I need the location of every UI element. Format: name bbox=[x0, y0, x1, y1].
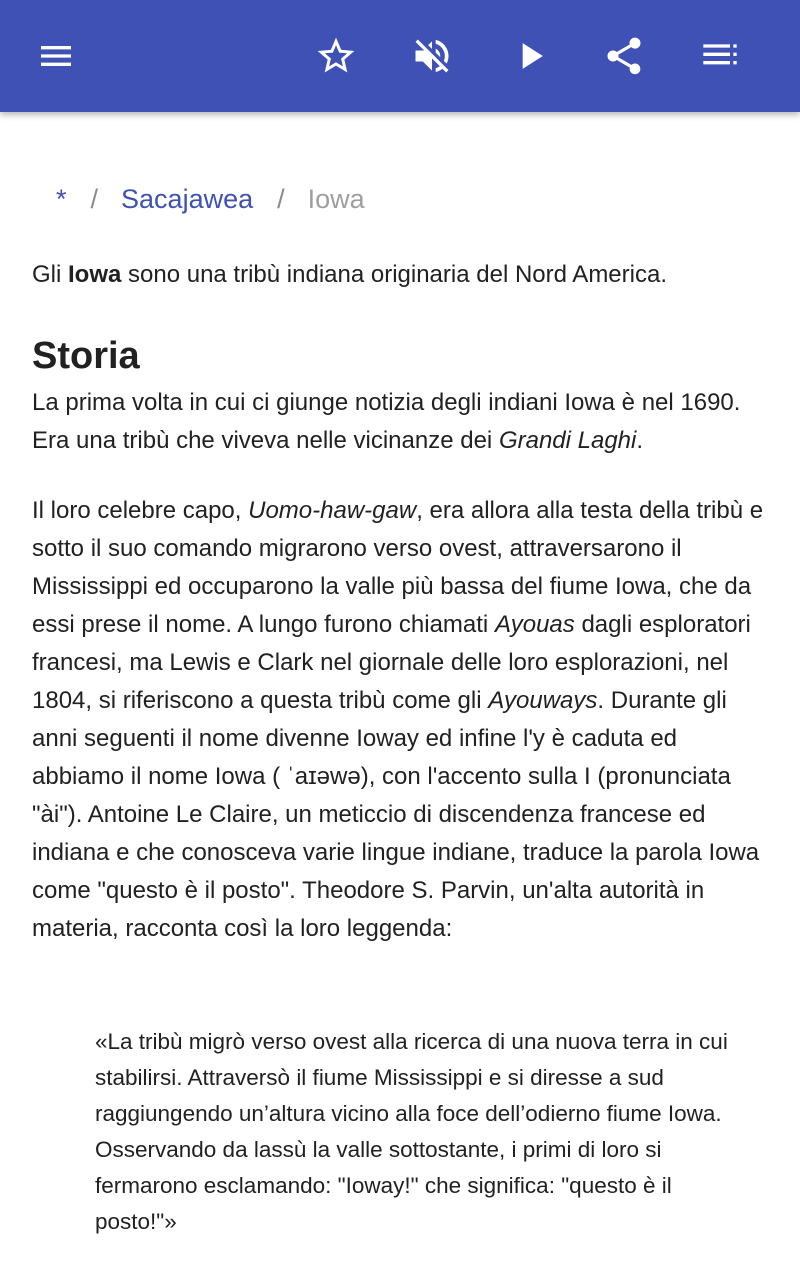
breadcrumb-parent-link[interactable]: Sacajawea bbox=[121, 184, 254, 214]
paragraph-1 bbox=[32, 384, 768, 460]
play-icon bbox=[508, 34, 552, 78]
breadcrumb-separator: / bbox=[277, 184, 285, 214]
paragraph-text: , era allora alla testa della tribù e sotto il suo comando migrarono verso ovest, attraversarono il Mississippi ed occuparono la valle più bassa del fiume Iowa, che da essi prese il nome. A lungo furono chiamati bbox=[32, 497, 764, 638]
paragraph-emphasis: Uomo-haw-gaw bbox=[248, 497, 417, 524]
star-icon bbox=[314, 34, 358, 78]
breadcrumb-current: Iowa bbox=[307, 184, 365, 214]
app-bar bbox=[0, 0, 800, 112]
mute-button[interactable] bbox=[404, 28, 460, 84]
breadcrumb-separator: / bbox=[90, 184, 99, 214]
legend-quote: «La tribù migrò verso ovest alla ricerca di una nuova terra in cui stabilirsi. Attraversò il fiume Mississippi e si diresse a sud raggiungendo un’altura vicino alla foce dell’odierno fiume Iowa. Osservando da lassù la valle sottostante, i primi di loro si fermarono esclamando: "Ioway!" che significa: "questo è il posto!"» bbox=[95, 1029, 728, 1234]
share-icon bbox=[602, 34, 646, 78]
article-intro bbox=[32, 256, 768, 294]
contents-button[interactable] bbox=[692, 28, 748, 84]
favorite-button[interactable] bbox=[308, 28, 364, 84]
playlist-icon bbox=[700, 36, 740, 76]
volume-off-icon bbox=[410, 34, 454, 78]
menu-icon bbox=[36, 36, 76, 76]
section-title: Storia bbox=[32, 335, 140, 377]
intro-bold-term: Iowa bbox=[68, 261, 122, 288]
paragraph-text: Il loro celebre capo, bbox=[32, 497, 249, 524]
menu-button[interactable] bbox=[28, 28, 84, 84]
intro-text: Gli bbox=[32, 261, 68, 288]
share-button[interactable] bbox=[596, 28, 652, 84]
play-button[interactable] bbox=[502, 28, 558, 84]
paragraph-2 bbox=[32, 492, 768, 948]
paragraph-text: . bbox=[636, 427, 644, 454]
breadcrumb-home-link[interactable]: * bbox=[56, 184, 67, 214]
paragraph-emphasis: Ayouways bbox=[488, 687, 598, 714]
paragraph-emphasis: Grandi Laghi bbox=[498, 427, 637, 454]
paragraph-text: dagli esploratori francesi, ma Lewis e Clark nel giornale delle loro esplorazioni, nel 1804, si riferiscono a questa tribù come gli bbox=[32, 611, 751, 714]
paragraph-text: . Durante gli anni seguenti il nome divenne Ioway ed infine l'y è caduta ed abbiamo il nome Iowa ( ˈaɪəwə), con l'accento sulla I (pronunciata "ài"). Antoine Le Claire, un meticcio di discendenza francese ed indiana e che conosceva varie lingue indiane, traduce la parola Iowa come "questo è il posto". Theodore S. Parvin, un'alta autorità in materia, racconta così la loro leggenda: bbox=[32, 687, 760, 942]
breadcrumb bbox=[56, 182, 365, 216]
intro-text: sono una tribù indiana originaria del Nord America. bbox=[121, 261, 667, 288]
paragraph-emphasis: Ayouas bbox=[494, 611, 575, 638]
paragraph-text: La prima volta in cui ci giunge notizia degli indiani Iowa è nel 1690. Era una tribù che viveva nelle vicinanze dei bbox=[32, 389, 741, 454]
